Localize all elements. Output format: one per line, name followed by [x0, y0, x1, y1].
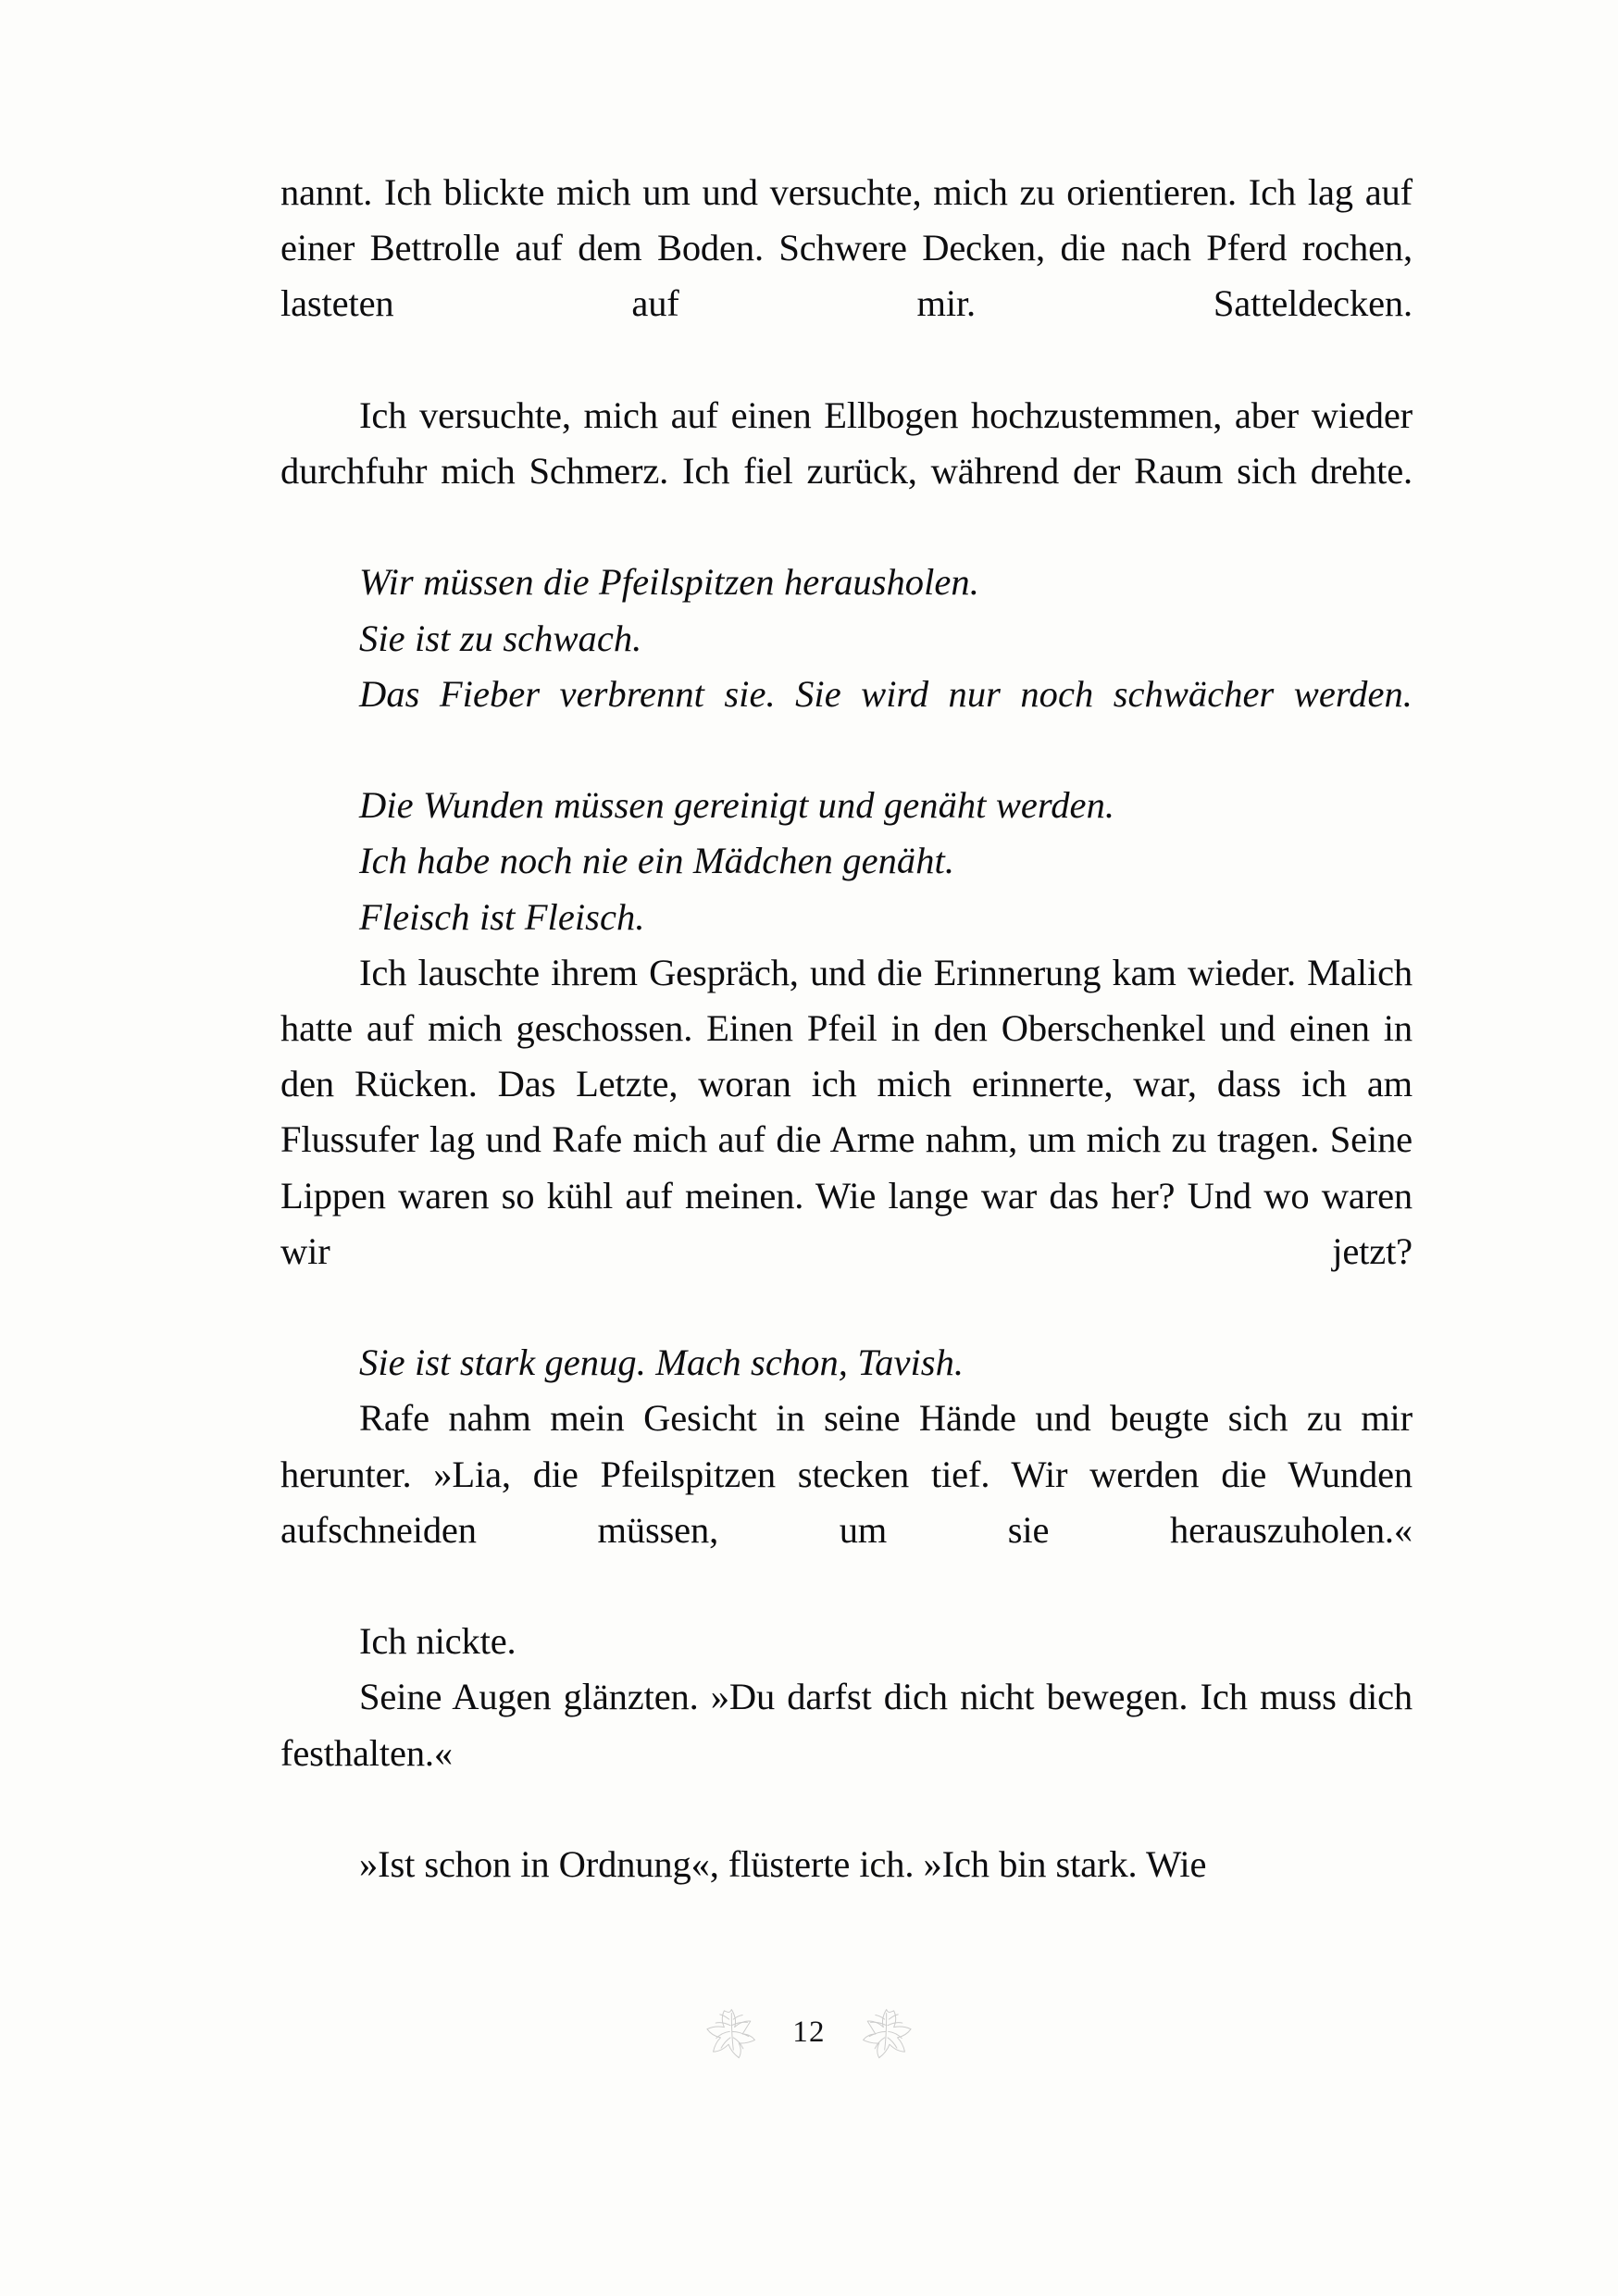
paragraph-narrative: Ich nickte.: [359, 1620, 517, 1663]
paragraph-dialogue-italic: Das Fieber verbrennt sie. Sie wird nur noch schwächer werden.: [359, 672, 1413, 715]
body-text-column: [280, 165, 1413, 1892]
page-number: 12: [792, 2015, 826, 2049]
paragraph-dialogue-italic: Ich habe noch nie ein Mädchen genäht.: [359, 840, 955, 882]
leaf-ornament-icon: [700, 2000, 761, 2061]
paragraph-dialogue-italic: Sie ist zu schwach.: [359, 617, 642, 659]
paragraph-dialogue-italic: Fleisch ist Fleisch.: [359, 895, 645, 938]
paragraph-dialogue-italic: Wir müssen die Pfeilspitzen herausholen.: [359, 561, 979, 604]
paragraph-spoken-dialogue: »Ist schon in Ordnung«, flüsterte ich. »Ich bin stark. Wie: [359, 1843, 1207, 1886]
paragraph-spoken-dialogue: Rafe nahm mein Gesicht in seine Hände und beugte sich zu mir herunter. »Lia, die Pfeilspitzen stecken tief. Wir werden die Wunden aufschneiden müssen, um sie herauszuholen.«: [280, 1397, 1413, 1551]
paragraph-spoken-dialogue: Seine Augen glänzten. »Du darfst dich nicht bewegen. Ich muss dich festhalten.«: [280, 1676, 1413, 1774]
paragraph-dialogue-italic: Sie ist stark genug. Mach schon, Tavish.: [359, 1341, 965, 1384]
paragraph-narrative: Ich versuchte, mich auf einen Ellbogen hochzustemmen, aber wieder durchfuhr mich Schmerz. Ich fiel zurück, während der Raum sich drehte.: [280, 393, 1413, 493]
leaf-ornament-icon: [857, 2000, 918, 2061]
paragraph-dialogue-italic: Die Wunden müssen gereinigt und genäht werden.: [359, 784, 1115, 827]
paragraph-continuation: nannt. Ich blickte mich um und versuchte, mich zu orientieren. Ich lag auf einer Bettrolle auf dem Boden. Schwere Decken, die nach Pferd rochen, lasteten auf mir. Satteldecken.: [280, 171, 1413, 325]
paragraph-narrative: Ich lauschte ihrem Gespräch, und die Erinnerung kam wieder. Malich hatte auf mich geschossen. Einen Pfeil in den Oberschenkel und einen in den Rücken. Das Letzte, woran ich mich erinnerte, war, dass ich am Flussufer lag und Rafe mich auf die Arme nahm, um mich zu tragen. Seine Lippen waren so kühl auf meinen. Wie lange war das her? Und wo waren wir jetzt?: [280, 951, 1413, 1272]
page-footer: [0, 2000, 1618, 2061]
